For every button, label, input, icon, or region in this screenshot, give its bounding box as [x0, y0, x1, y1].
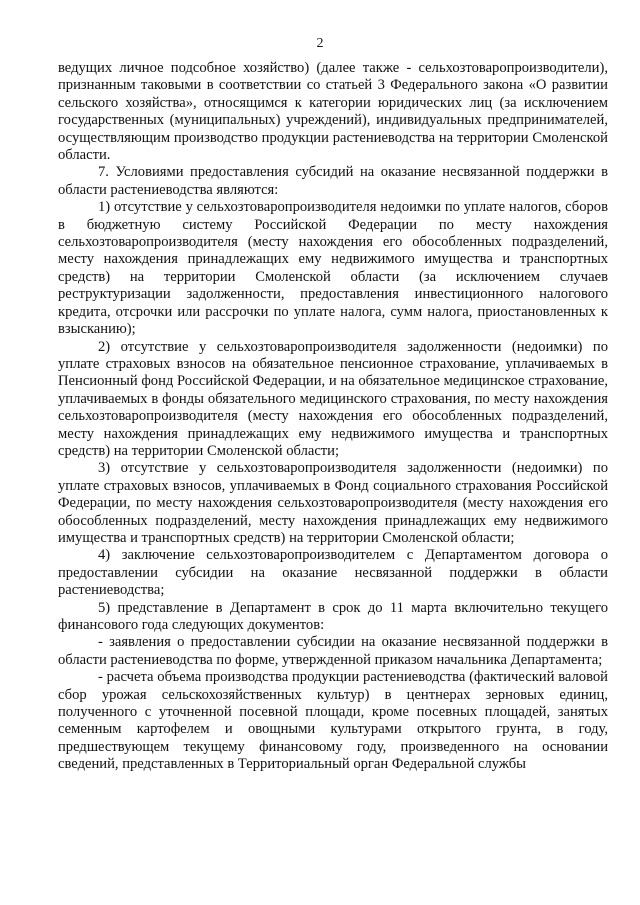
paragraph-condition-4: 4) заключение сельхозтоваропроизводителем с Департаментом договора о предоставлении субсидии на оказание несвязанной поддержки в области растениеводства; — [58, 547, 608, 599]
paragraph-condition-1: 1) отсутствие у сельхозтоваропроизводителя недоимки по уплате налогов, сборов в бюджетную систему Российской Федерации по месту нахождения сельхозтоваропроизводителя (месту нахождения его обособленных подразделений, месту нахождения принадлежащих ему недвижимого имущества и транспортных средств) на территории Смоленской области (за исключением случаев реструктуризации задолженности, предоставления инвестиционного налогового кредита, отсрочки или рассрочки по уплате налога, сумм налога, приостановленных к взысканию); — [58, 199, 608, 338]
paragraph-condition-3: 3) отсутствие у сельхозтоваропроизводителя задолженности (недоимки) по уплате страховых взносов, уплачиваемых в Фонд социального страхования Российской Федерации, по месту нахождения сельхозтоваропроизводителя (месту нахождения его обособленных подразделений, месту нахождения принадлежащих ему недвижимого имущества и транспортных средств) на территории Смоленской области; — [58, 460, 608, 546]
paragraph-condition-5: 5) представление в Департамент в срок до 11 марта включительно текущего финансового года следующих документов: — [58, 599, 608, 633]
paragraph-intro-continuation: ведущих личное подсобное хозяйство) (далее также - сельхозтоваропроизводители), признанным таковыми в соответствии со статьей 3 Федерального закона «О развитии сельского хозяйства», относящимся к категории юридических лиц (за исключением государственных (муниципальных) учреждений), индивидуальных предпринимателей, осуществляющим производство продукции растениеводства на территории Смоленской области. — [58, 60, 608, 164]
paragraph-condition-2: 2) отсутствие у сельхозтоваропроизводителя задолженности (недоимки) по уплате страховых взносов на обязательное пенсионное страхование, уплачиваемых в Пенсионный фонд Российской Федерации, и на обязательное медицинское страхование, уплачиваемых в фонды обязательного медицинского страхования, по месту нахождения сельхозтоваропроизводителя (месту нахождения его обособленных подразделений, месту нахождения принадлежащих ему недвижимого имущества и транспортных средств) на территории Смоленской области; — [58, 338, 608, 459]
paragraph-item-7: 7. Условиями предоставления субсидий на оказание несвязанной поддержки в области растениеводства являются: — [58, 164, 608, 198]
paragraph-document-application: - заявления о предоставлении субсидии на оказание несвязанной поддержки в области растениеводства по форме, утвержденной приказом начальника Департамента; — [58, 634, 608, 668]
page-number: 2 — [316, 36, 324, 51]
paragraph-document-calculation: - расчета объема производства продукции растениеводства (фактический валовой сбор урожая сельскохозяйственных культур) в центнерах зерновых единиц, полученного с уточненной посевной площади, кроме посевных площадей, занятых семенным картофелем и овощными культурами открытого грунта, в году, предшествующем текущему финансовому году, произведенного на основании сведений, представленных в Территориальный орган Федеральной службы — [58, 669, 608, 773]
document-body — [58, 60, 608, 774]
